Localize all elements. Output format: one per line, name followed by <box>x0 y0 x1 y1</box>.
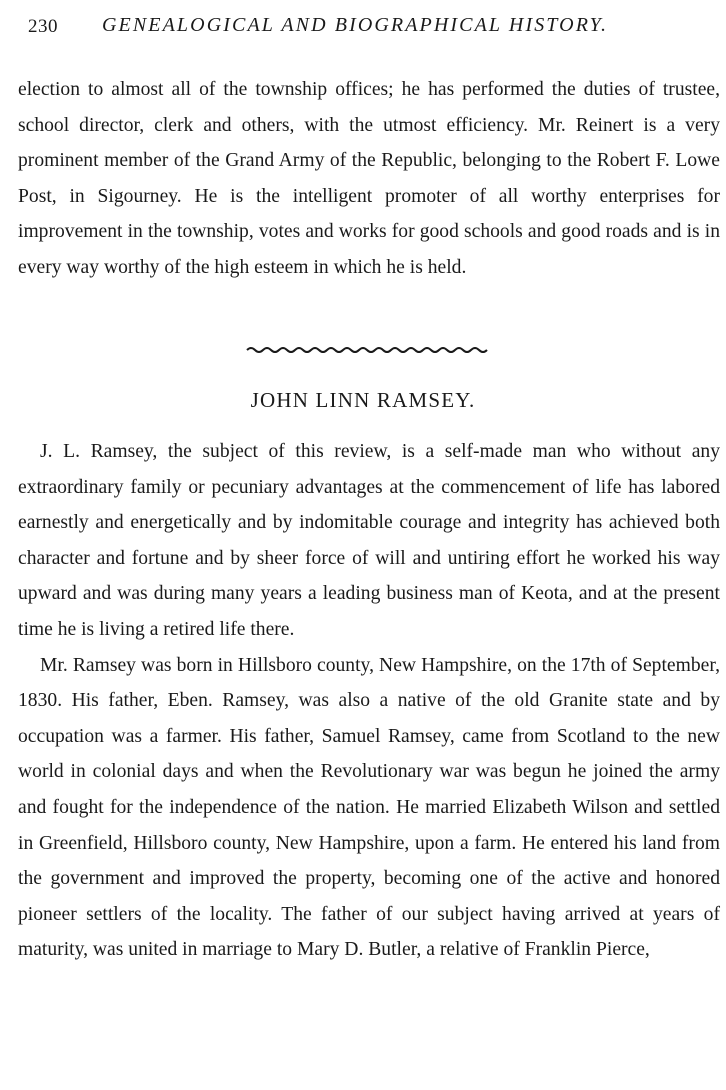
body-paragraph: Mr. Ramsey was born in Hillsboro county, New Hampshire, on the 17th of September, 1830. His father, Eben. Ramsey, was also a native of the old Granite state and by occupation was a farmer. His father, Samuel Ramsey, came from Scotland to the new world in colonial days and when the Revolutionary war was begun he joined the army and fought for the independence of the nation. He married Elizabeth Wilson and settled in Greenfield, Hillsboro county, New Hampshire, upon a farm. He entered his land from the government and improved the property, becoming one of the active and honored pioneer settlers of the locality. The father of our subject having arrived at years of maturity, was united in marriage to Mary D. Butler, a relative of Franklin Pierce, <box>18 654 720 961</box>
section-body <box>18 434 720 968</box>
continued-paragraph: election to almost all of the township offices; he has performed the duties of trustee, school director, clerk and others, with the utmost efficiency. Mr. Reinert is a very prominent member of the Grand Army of the Republic, belonging to the Robert F. Lowe Post, in Sigourney. He is the intelligent promoter of all worthy enterprises for improvement in the township, votes and works for good schools and good roads and is in every way worthy of the high esteem in which he is held. <box>18 79 720 278</box>
running-head <box>28 14 686 44</box>
ornamental-divider <box>245 343 490 357</box>
page-number: 230 <box>28 16 58 37</box>
continued-paragraph-block <box>18 72 720 286</box>
section-heading: JOHN LINN RAMSEY. <box>250 388 476 412</box>
running-title: GENEALOGICAL AND BIOGRAPHICAL HISTORY. <box>102 14 609 36</box>
body-paragraph: J. L. Ramsey, the subject of this review, is a self-made man who without any extraordinary family or pecuniary advantages at the commencement of life has labored earnestly and energetically and by indomitable courage and integrity has achieved both character and fortune and by sheer force of will and untiring effort he worked his way upward and was during many years a leading business man of Keota, and at the present time he is living a retired life there. <box>18 441 720 640</box>
